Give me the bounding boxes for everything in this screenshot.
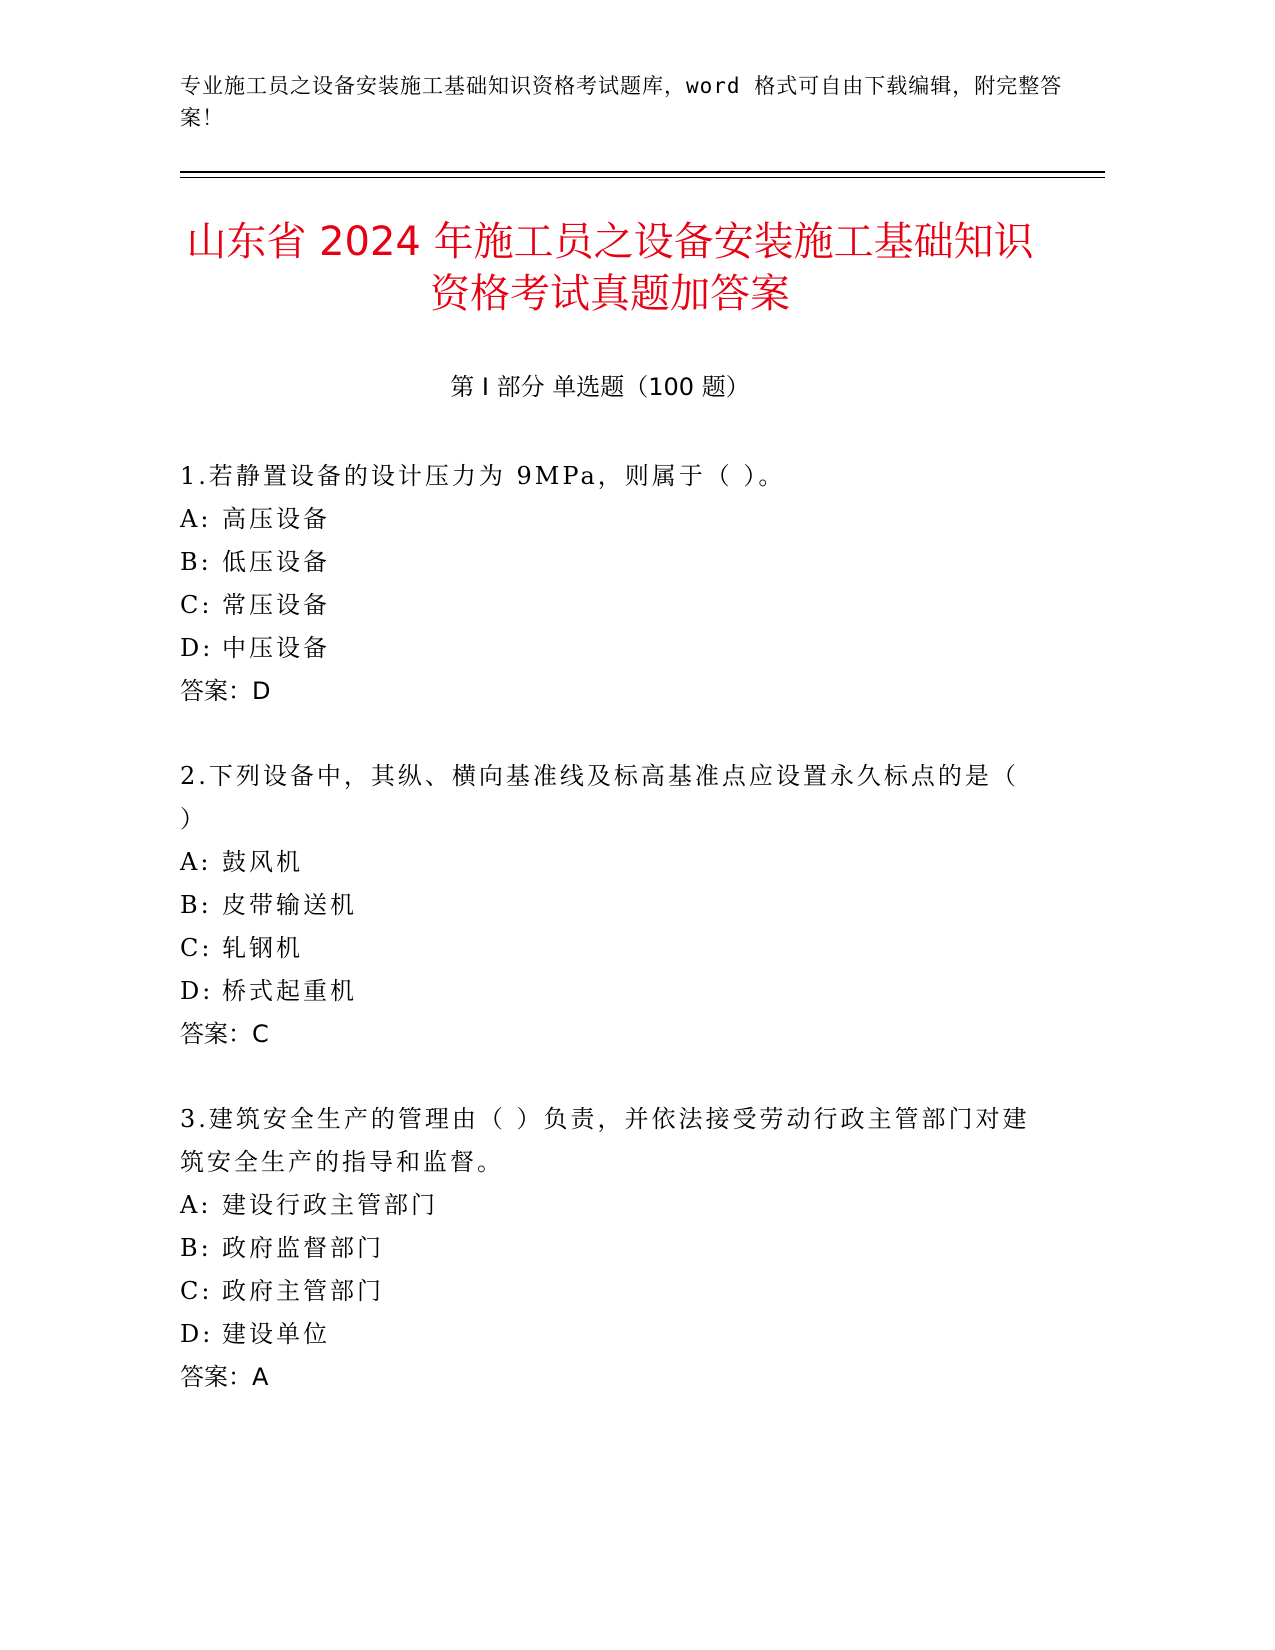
- header-divider-thin: [180, 177, 1105, 178]
- option-key: A:: [180, 505, 212, 533]
- option-text: 常压设备: [222, 591, 330, 619]
- option-key: B:: [180, 548, 212, 576]
- option-key: C:: [180, 591, 213, 619]
- question-stem: 3.建筑安全生产的管理由（ ）负责，并依法接受劳动行政主管部门对建筑安全生产的指导和监督。: [180, 1105, 1030, 1176]
- option-a: [180, 841, 1040, 884]
- option-b: [180, 541, 1040, 584]
- option-c: [180, 927, 1040, 970]
- option-text: 轧钢机: [222, 934, 303, 962]
- document-title: 山东省 2024 年施工员之设备安装施工基础知识资格考试真题加答案: [186, 219, 1034, 317]
- option-key: D:: [180, 634, 214, 662]
- option-key: C:: [180, 1277, 213, 1305]
- option-d: [180, 1313, 1040, 1356]
- question-1: [180, 455, 1040, 713]
- header-note: 专业施工员之设备安装施工基础知识资格考试题库，word 格式可自由下载编辑，附完整答案！: [180, 74, 1063, 130]
- option-key: A:: [180, 848, 212, 876]
- option-c: [180, 584, 1040, 627]
- option-d: [180, 627, 1040, 670]
- option-text: 建设行政主管部门: [222, 1191, 438, 1219]
- option-text: 低压设备: [222, 548, 330, 576]
- option-b: [180, 884, 1040, 927]
- question-list: [180, 455, 1040, 1441]
- option-text: 鼓风机: [222, 848, 303, 876]
- answer-line: 答案：A: [180, 1363, 269, 1391]
- question-2: [180, 755, 1040, 1056]
- option-a: [180, 1184, 1040, 1227]
- answer-line: 答案：C: [180, 1020, 269, 1048]
- section-title: 第 I 部分 单选题（100 题）: [450, 373, 750, 401]
- option-text: 建设单位: [222, 1320, 330, 1348]
- option-c: [180, 1270, 1040, 1313]
- option-key: B:: [180, 1234, 212, 1262]
- option-b: [180, 1227, 1040, 1270]
- question-stem: 1.若静置设备的设计压力为 9MPa，则属于（ ）。: [180, 462, 786, 490]
- option-text: 政府主管部门: [222, 1277, 384, 1305]
- option-d: [180, 970, 1040, 1013]
- question-stem: 2.下列设备中，其纵、横向基准线及标高基准点应设置永久标点的是（ ）: [180, 762, 1019, 833]
- option-key: D:: [180, 977, 214, 1005]
- option-key: D:: [180, 1320, 214, 1348]
- option-text: 高压设备: [222, 505, 330, 533]
- option-key: B:: [180, 891, 212, 919]
- option-text: 桥式起重机: [222, 977, 357, 1005]
- option-a: [180, 498, 1040, 541]
- option-text: 中压设备: [222, 634, 330, 662]
- header-divider-thick: [180, 171, 1105, 173]
- option-key: C:: [180, 934, 213, 962]
- question-3: [180, 1098, 1040, 1399]
- option-key: A:: [180, 1191, 212, 1219]
- answer-line: 答案：D: [180, 677, 271, 705]
- option-text: 政府监督部门: [222, 1234, 384, 1262]
- option-text: 皮带输送机: [222, 891, 357, 919]
